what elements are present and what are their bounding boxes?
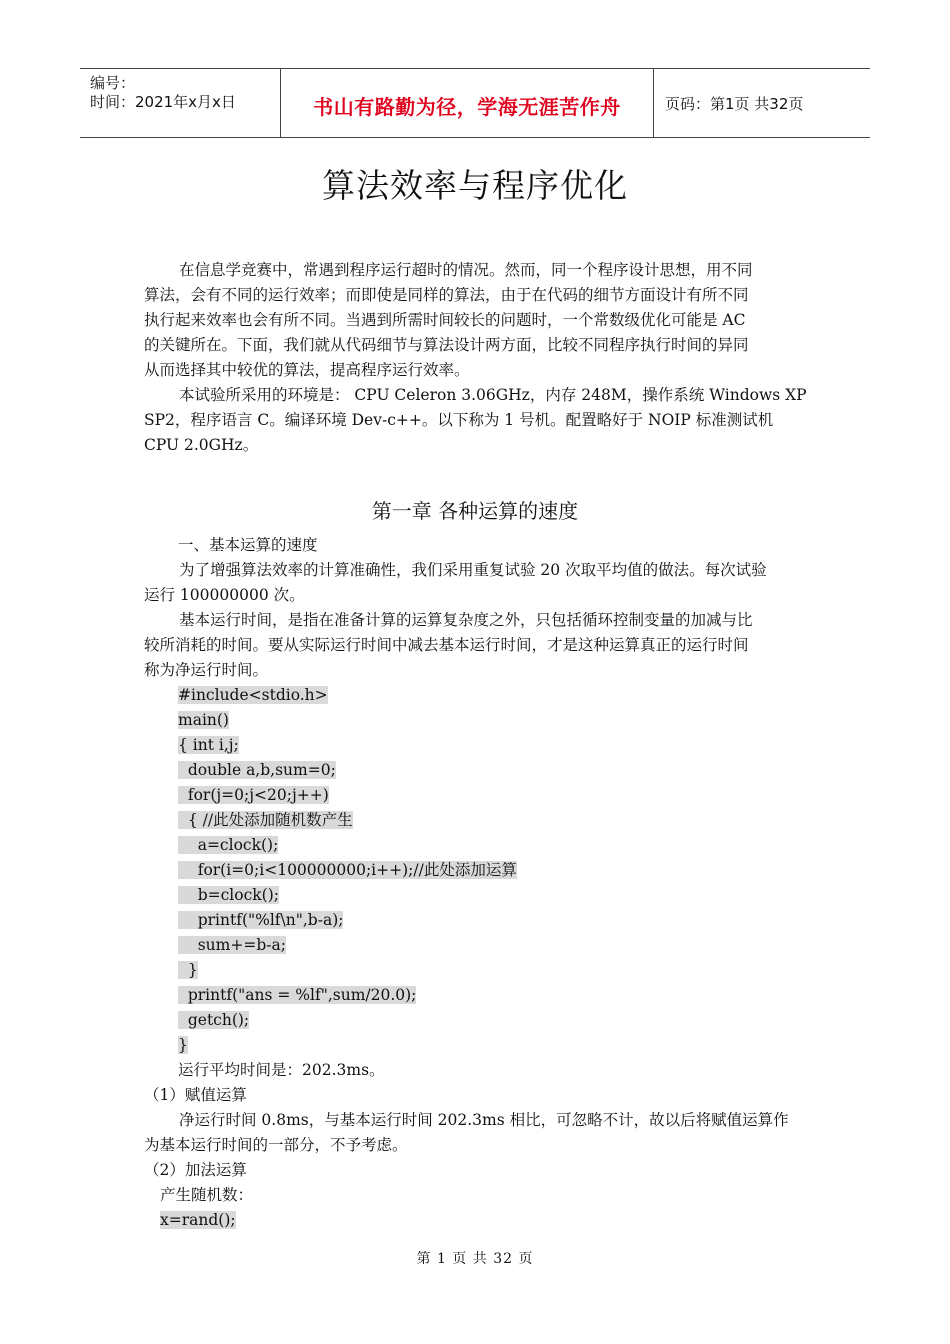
document-header	[80, 68, 870, 138]
code-line: x=rand();	[160, 1211, 236, 1229]
motto-text: 书山有路勤为径，学海无涯苦作舟	[313, 95, 621, 119]
text-line: 净运行时间 0.8ms，与基本运行时间 202.3ms 相比，可忽略不计，故以后将赋值运算作	[179, 1111, 789, 1129]
text-line: 从而选择其中较优的算法，提高程序运行效率。	[144, 361, 470, 379]
random-label: 产生随机数：	[160, 1186, 254, 1204]
code-block	[178, 683, 517, 1058]
section-heading: 一、基本运算的速度	[178, 536, 318, 554]
result-text: 运行平均时间是：202.3ms。	[178, 1061, 385, 1079]
text-line: 运行 100000000 次。	[144, 586, 305, 604]
code-line: b=clock();	[178, 886, 279, 904]
page-footer: 第 1 页 共 32 页	[416, 1251, 534, 1267]
number-label: 编号：	[90, 74, 136, 92]
code-line: double a,b,sum=0;	[178, 761, 336, 779]
subsection-heading-addition: （2）加法运算	[144, 1161, 247, 1179]
intro-paragraph-2	[144, 383, 808, 458]
text-line: 的关键所在。下面，我们就从代码细节与算法设计两方面，比较不同程序执行时间的异同	[144, 336, 749, 354]
header-page-cell	[655, 69, 870, 137]
section-paragraph-2	[144, 608, 808, 683]
text-line: SP2，程序语言 C。编译环境 Dev-c++。以下称为 1 号机。配置略好于 NOIP 标准测试机	[144, 411, 774, 429]
page-info: 页码：第1页 共32页	[665, 95, 804, 113]
code-line: printf("ans = %lf",sum/20.0);	[178, 986, 417, 1004]
code-line: { int i,j;	[178, 736, 239, 754]
code-line: printf("%lf\n",b-a);	[178, 911, 344, 929]
header-motto-cell	[281, 69, 654, 137]
text-line: 本试验所采用的环境是： CPU Celeron 3.06GHz，内存 248M，操作系统 Windows XP	[179, 386, 807, 404]
text-line: CPU 2.0GHz。	[144, 436, 259, 454]
text-line: 执行起来效率也会有所不同。当遇到所需时间较长的问题时，一个常数级优化可能是 AC	[144, 311, 746, 329]
text-line: 基本运行时间，是指在准备计算的运算复杂度之外，只包括循环控制变量的加减与比	[179, 611, 753, 629]
text-line: 称为净运行时间。	[144, 661, 269, 679]
code-line: a=clock();	[178, 836, 279, 854]
code-line: { //此处添加随机数产生	[178, 811, 353, 829]
code-line: }	[178, 961, 198, 979]
code-line: for(i=0;i<100000000;i++);//此处添加运算	[178, 861, 517, 879]
code-line: getch();	[178, 1011, 250, 1029]
code-line: }	[178, 1036, 188, 1054]
text-line: 为了增强算法效率的计算准确性，我们采用重复试验 20 次取平均值的做法。每次试验	[179, 561, 767, 579]
text-line: 为基本运行时间的一部分，不予考虑。	[144, 1136, 408, 1154]
code-line: #include<stdio.h>	[178, 686, 328, 704]
intro-paragraph-1	[144, 258, 808, 383]
header-meta-cell	[80, 69, 281, 137]
code-line: sum+=b-a;	[178, 936, 286, 954]
subsection-heading-assignment: （1）赋值运算	[144, 1086, 247, 1104]
code-line: main()	[178, 711, 229, 729]
document-title: 算法效率与程序优化	[322, 166, 628, 205]
section-paragraph-1	[144, 558, 808, 608]
assignment-paragraph	[144, 1108, 808, 1158]
code-line: for(j=0;j<20;j++)	[178, 786, 329, 804]
text-line: 算法，会有不同的运行效率；而即使是同样的算法，由于在代码的细节方面设计有所不同	[144, 286, 749, 304]
text-line: 在信息学竞赛中，常遇到程序运行超时的情况。然而，同一个程序设计思想，用不同	[179, 261, 753, 279]
code-snippet	[160, 1208, 236, 1233]
date-label: 时间：2021年x月x日	[90, 93, 236, 111]
chapter-title: 第一章 各种运算的速度	[371, 499, 579, 523]
text-line: 较所消耗的时间。要从实际运行时间中减去基本运行时间，才是这种运算真正的运行时间	[144, 636, 749, 654]
